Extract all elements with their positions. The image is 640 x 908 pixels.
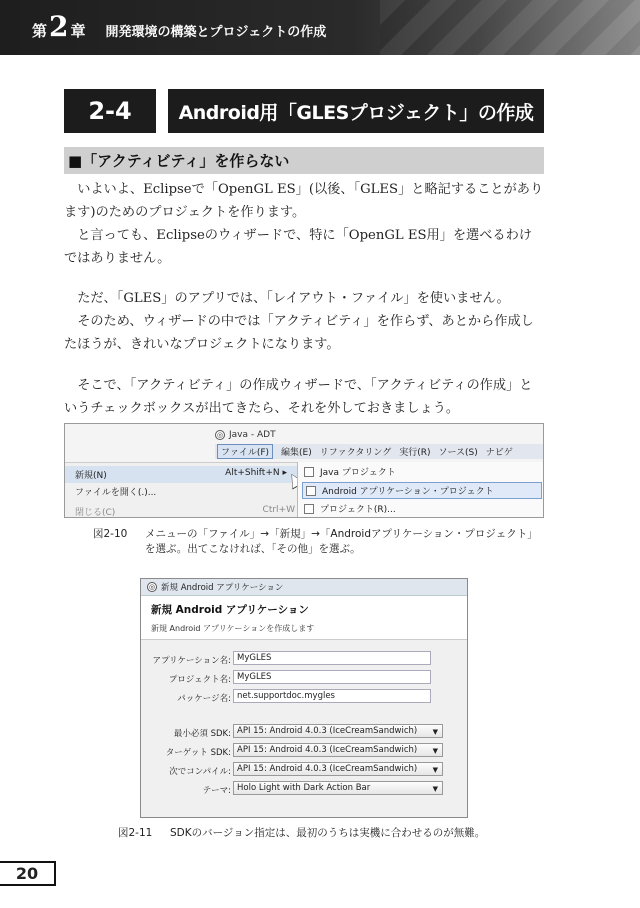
subsection-heading: ■「アクティビティ」を作らない <box>64 147 544 174</box>
target-sdk-label: ターゲット SDK: <box>165 748 231 758</box>
menu-refactor[interactable]: リファクタリング <box>319 448 392 458</box>
file-menu-dropdown <box>65 462 297 518</box>
menubar <box>215 444 544 459</box>
menu-item-open-file[interactable]: ファイルを開く(.)... <box>75 488 157 498</box>
submenu-project[interactable]: プロジェクト(R)... <box>304 502 396 515</box>
menu-file[interactable]: ファイル(F) <box>217 444 273 459</box>
caption-id: 図2-10 <box>93 528 128 540</box>
target-sdk-row <box>141 743 468 759</box>
project-name-input[interactable]: MyGLES <box>233 670 431 684</box>
figure-menu-screenshot <box>64 423 544 518</box>
figure-caption-2-10 <box>93 527 543 557</box>
package-name-input[interactable]: net.supportdoc.mygles <box>233 689 431 703</box>
compile-sdk-label: 次でコンパイル: <box>169 767 231 777</box>
dropdown-arrow-icon: ▼ <box>432 785 438 793</box>
section-number: 2-4 <box>64 89 156 133</box>
min-sdk-label: 最小必須 SDK: <box>173 729 231 739</box>
paragraph: そのため、ウィザードの中では「アクティビティ」を作らず、あとから作成したほうが、きれいなプロジェクトになります。 <box>64 314 534 352</box>
theme-select[interactable]: Holo Light with Dark Action Bar ▼ <box>233 781 443 795</box>
paragraph: そこで、「アクティビティ」の作成ウィザードで、「アクティビティの作成」というチェックボックスが出てきたら、それを外しておきましょう。 <box>64 378 533 416</box>
min-sdk-select[interactable]: API 15: Android 4.0.3 (IceCreamSandwich) ▼ <box>233 724 443 738</box>
java-project-icon <box>304 467 314 477</box>
min-sdk-row <box>141 724 468 740</box>
section-heading <box>64 89 544 133</box>
paragraph: ただ、「GLES」のアプリでは、「レイアウト・ファイル」を使いません。 <box>77 291 510 306</box>
chapter-suffix: 章 <box>70 22 86 40</box>
menu-run[interactable]: 実行(R) <box>399 448 431 458</box>
body-block-3 <box>64 374 544 420</box>
paragraph: と言っても、Eclipseのウィザードで、特に「OpenGL ES用」を選べるわけではありません。 <box>64 228 532 266</box>
chapter-number: 2 <box>49 10 69 43</box>
menu-source[interactable]: ソース(S) <box>438 448 478 458</box>
dropdown-arrow-icon: ▼ <box>432 728 438 736</box>
chapter-title: 開発環境の構築とプロジェクトの作成 <box>105 25 327 40</box>
project-name-label: プロジェクト名: <box>168 675 231 685</box>
dialog-heading: 新規 Android アプリケーション <box>151 604 309 616</box>
paragraph: いよいよ、Eclipseで「OpenGL ES」(以後、「GLES」と略記することがあります)のためのプロジェクトを作ります。 <box>64 182 544 220</box>
android-project-icon <box>306 486 316 496</box>
figure-caption-2-11 <box>118 826 538 841</box>
package-name-row <box>141 689 468 705</box>
chapter-prefix: 第 <box>32 22 48 40</box>
app-name-input[interactable]: MyGLES <box>233 651 431 665</box>
theme-row <box>141 781 468 797</box>
dialog-titlebar: ◎ 新規 Android アプリケーション <box>141 579 467 596</box>
window-title: ◎ Java - ADT <box>216 430 276 440</box>
menu-edit[interactable]: 編集(E) <box>281 448 312 458</box>
compile-sdk-row <box>141 762 468 778</box>
figure-dialog-screenshot <box>140 578 468 818</box>
chapter-label <box>32 10 326 43</box>
menu-item-close[interactable]: 閉じる(C) Ctrl+W <box>75 505 295 518</box>
dropdown-arrow-icon: ▼ <box>432 766 438 774</box>
chapter-header <box>0 0 640 55</box>
body-block-2 <box>64 287 544 356</box>
submenu-android-project[interactable]: Android アプリケーション・プロジェクト <box>302 482 542 499</box>
project-name-row <box>141 670 468 686</box>
dropdown-arrow-icon: ▼ <box>432 747 438 755</box>
caption-text: SDKのバージョン指定は、最初のうちは実機に合わせるのが無難。 <box>170 827 486 839</box>
menu-navigate[interactable]: ナビゲ <box>485 448 513 458</box>
package-name-label: パッケージ名: <box>177 694 231 704</box>
app-name-label: アプリケーション名: <box>152 656 231 666</box>
eclipse-icon: ◎ <box>148 583 156 591</box>
new-submenu <box>297 462 544 518</box>
eclipse-icon: ◎ <box>216 431 224 439</box>
target-sdk-select[interactable]: API 15: Android 4.0.3 (IceCreamSandwich) ▼ <box>233 743 443 757</box>
menu-item-new[interactable]: 新規(N) Alt+Shift+N ▸ <box>65 466 297 483</box>
caption-line-1: メニューの「ファイル」→「新規」→「Androidアプリケーション・プロジェクト」 <box>145 528 538 540</box>
submenu-java-project[interactable]: Java プロジェクト <box>304 465 396 478</box>
body-block-1 <box>64 178 544 270</box>
app-name-row <box>141 651 468 667</box>
section-title: Android用「GLESプロジェクト」の作成 <box>168 89 544 133</box>
project-icon <box>304 504 314 514</box>
caption-id: 図2-11 <box>118 827 153 839</box>
page-number: 20 <box>0 861 56 886</box>
header-decoration <box>380 0 640 55</box>
dialog-description: 新規 Android アプリケーションを作成します <box>151 624 315 633</box>
theme-label: テーマ: <box>202 786 231 796</box>
caption-line-2: を選ぶ。出てこなければ、「その他」を選ぶ。 <box>145 543 361 555</box>
compile-sdk-select[interactable]: API 15: Android 4.0.3 (IceCreamSandwich) ▼ <box>233 762 443 776</box>
dialog-header <box>141 596 467 640</box>
